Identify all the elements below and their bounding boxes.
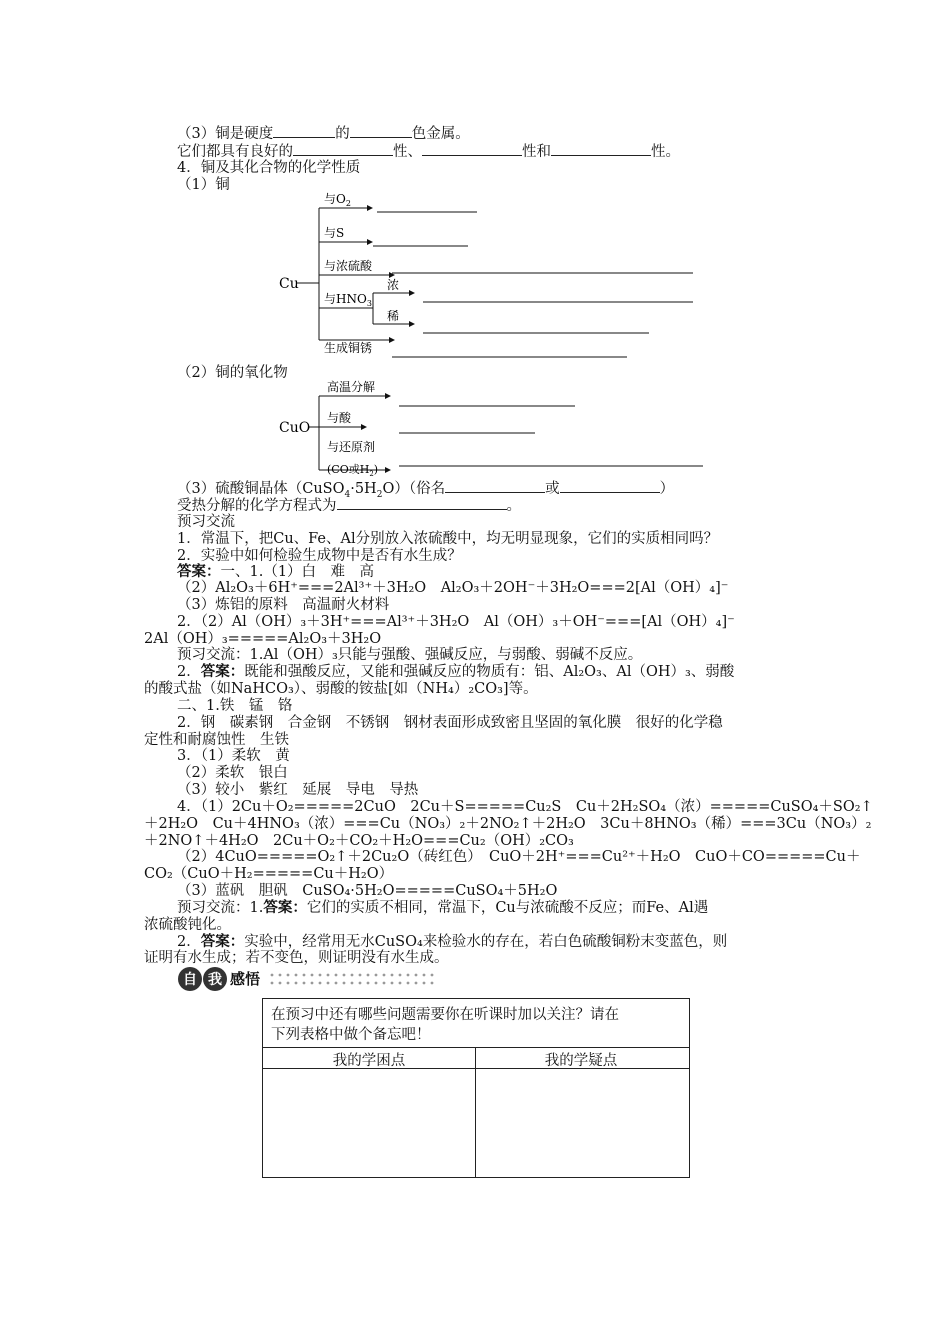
branch-hno3-label: 与$HNO_3$: [324, 292, 372, 308]
text: 性、: [393, 144, 422, 160]
answer-line: （2）4CuO=====O₂↑＋2Cu₂O（砖红色） CuO＋2H⁺===Cu²⁺＋H₂O CuO＋CO=====Cu＋: [177, 849, 861, 865]
answer-line: ＋2H₂O Cu＋4HNO₃（浓）===Cu（NO₃）₂＋2NO₂↑＋2H₂O 3Cu＋8HNO₃（稀）===3Cu（NO₃）₂: [144, 816, 872, 832]
branch-s-label: 与S: [324, 226, 345, 240]
text: 预习交流：1.: [177, 900, 264, 916]
answer-line: （3）较小 紫红 延展 导电 导热: [177, 782, 419, 798]
concentrated-label: 浓: [387, 278, 400, 292]
text: 它们的实质不相同，常温下，Cu与浓硫酸不反应；而Fe、Al遇: [306, 900, 709, 916]
answer-line: ＋2NO↑＋4H₂O 2Cu＋O₂＋CO₂＋H₂O===Cu₂（OH）₂CO₃: [144, 833, 574, 849]
text: ·5H: [350, 481, 377, 497]
preview-title: 预习交流: [177, 514, 235, 530]
dilute-label: 稀: [387, 309, 400, 323]
memo-instruction-line: 在预习中还有哪些问题需要你在听课时加以关注？请在: [271, 1007, 619, 1023]
difficulties-cell[interactable]: [263, 1069, 475, 1177]
text: 2．: [177, 934, 201, 950]
text: ）: [659, 481, 675, 497]
doubts-cell[interactable]: [476, 1069, 689, 1177]
answer-line: （2）Al₂O₃＋6H⁺===2Al³⁺＋3H₂O Al₂O₃＋2OH⁻＋3H₂O===2[Al（OH）₄]⁻: [177, 580, 729, 596]
answer-line: 2Al（OH）₃=====Al₂O₃＋3H₂O: [144, 631, 382, 647]
answer-line: 2．（2）Al（OH）₃＋3H⁺===Al³⁺＋3H₂O Al（OH）₃＋OH⁻===[Al（OH）₄]⁻: [177, 614, 735, 630]
answer-line: （3）炼铝的原料 高温耐火材料: [177, 597, 390, 613]
self-reflection-banner: [177, 966, 447, 992]
answer-line: 2．钢 碳素钢 合金钢 不锈钢 钢材表面形成致密且坚固的氧化膜 很好的化学稳: [177, 715, 723, 731]
branch-reducer-label: 与还原剂: [327, 440, 376, 454]
answer-line: 浓硫酸钝化。: [144, 917, 231, 933]
subsection-copper: （1）铜: [177, 177, 230, 193]
answer-line: 3．（1）柔软 黄: [177, 748, 290, 764]
answer-line: 二、1.铁 锰 铬: [177, 698, 293, 714]
answer-line: 定性和耐腐蚀性 生铁: [144, 732, 289, 748]
text: 的: [335, 126, 350, 142]
memo-column-headers: [263, 1048, 689, 1069]
blank-field[interactable]: [422, 142, 522, 156]
text: 既能和强酸反应，又能和强碱反应的物质有：铝、Al₂O₃、Al（OH）₃、弱酸: [244, 664, 735, 680]
blank-field[interactable]: [560, 479, 660, 493]
copper-oxide-reaction-diagram: [275, 378, 715, 478]
memo-table: [262, 998, 690, 1178]
answer-line: [177, 899, 708, 917]
branch-decomp-label: 高温分解: [327, 380, 376, 394]
banner-char: 我: [208, 972, 222, 988]
answer-line: 的酸式盐（如NaHCO₃）、弱酸的铵盐[如（NH₄）₂CO₃]等。: [144, 681, 538, 697]
column-doubts: 我的学疑点: [544, 1053, 618, 1069]
branch-o2-label: 与$O_2$: [324, 192, 351, 208]
blank-field[interactable]: [337, 496, 507, 510]
blank-field[interactable]: [273, 124, 335, 138]
blank-field[interactable]: [445, 479, 545, 493]
blank-field[interactable]: [350, 124, 412, 138]
hardness-line: [177, 124, 470, 143]
text: 。: [506, 498, 521, 514]
banner-char: 自: [183, 972, 197, 988]
branch-h2so4-label: 与浓硫酸: [324, 259, 373, 273]
answer-line: CO₂（CuO＋H₂=====Cu＋H₂O）: [144, 866, 394, 882]
text: 色金属。: [411, 126, 470, 142]
text: 性和: [522, 144, 551, 160]
text: 受热分解的化学方程式为: [177, 498, 337, 514]
text: （3）硫酸铜晶体（CuSO: [177, 481, 345, 497]
answer-line: 预习交流：1.Al（OH）₃只能与强酸、强碱反应，与弱酸、弱碱不反应。: [177, 647, 643, 663]
text: 实验中，经常用无水CuSO₄来检验水的存在，若白色硫酸铜粉末变蓝色，则: [244, 934, 728, 950]
preview-question-1: 1．常温下，把Cu、Fe、Al分别放入浓硫酸中，均无明显现象，它们的实质相同吗？: [177, 531, 719, 547]
blank-field[interactable]: [293, 142, 393, 156]
text: 性。: [651, 144, 680, 160]
text: 2．: [177, 664, 201, 680]
text: 2: [376, 489, 383, 500]
section-title: 4．铜及其化合物的化学性质: [177, 160, 361, 176]
branch-rust-label: 生成铜锈: [324, 341, 373, 355]
text: （3）铜是硬度: [177, 126, 274, 142]
answer-line: （3）蓝矾 胆矾 CuSO₄·5H₂O=====CuSO₄＋5H₂O: [177, 883, 558, 899]
copper-reaction-diagram: [275, 190, 705, 365]
branch-acid-label: 与酸: [327, 411, 352, 425]
answer-line: 4．（1）2Cu＋O₂=====2CuO 2Cu＋S=====Cu₂S Cu＋2H₂SO₄（浓）=====CuSO₄＋SO₂↑: [177, 799, 873, 815]
answer-label: 答案：: [200, 933, 245, 950]
text: 或: [545, 481, 560, 497]
banner-dots: [271, 974, 434, 985]
answer-label: 答案：: [177, 563, 221, 580]
text: 一、1.（1）白 难 高: [220, 564, 375, 580]
memo-header: [263, 999, 689, 1048]
cu-root-label: Cu: [279, 276, 299, 292]
answer-label: 答案：: [263, 899, 307, 916]
subsection-copper-oxide: （2）铜的氧化物: [177, 365, 288, 381]
cuo-root-label: CuO: [279, 420, 311, 436]
text: 4: [344, 489, 351, 500]
answer-line: 证明有水生成；若不变色，则证明没有水生成。: [144, 950, 449, 966]
blank-field[interactable]: [551, 142, 651, 156]
preview-question-2: 2．实验中如何检验生成物中是否有水生成？: [177, 548, 462, 564]
answer-label: 答案：: [200, 663, 245, 680]
reducer-note-label: (CO或$H_2$): [327, 463, 379, 478]
banner-title: 感悟: [230, 970, 261, 988]
answer-line: [177, 663, 734, 681]
memo-instruction-line: 下列表格中做个备忘吧！: [271, 1027, 431, 1043]
answer-line: （2）柔软 银白: [177, 765, 288, 781]
text: 它们都具有良好的: [177, 144, 293, 160]
column-difficulties: 我的学困点: [332, 1053, 406, 1069]
text: O）（俗名: [382, 481, 446, 497]
